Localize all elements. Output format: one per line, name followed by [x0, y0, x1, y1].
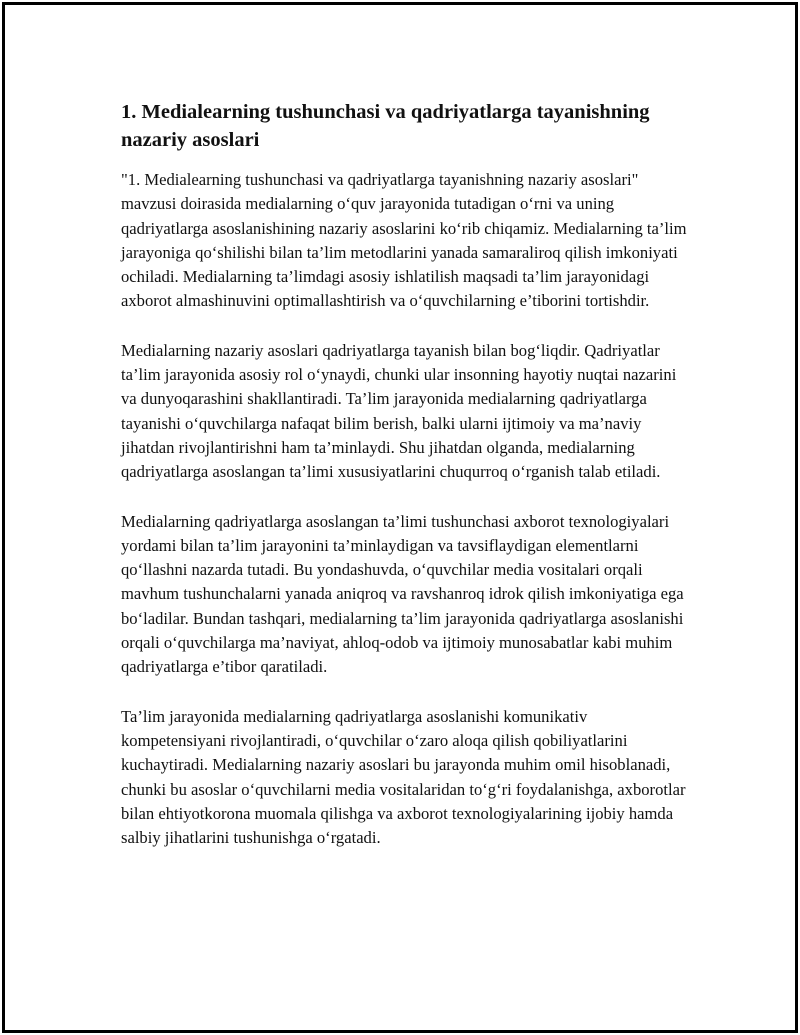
paragraph-1: "1. Medialearning tushunchasi va qadriyatlarga tayanishning nazariy asoslari" mavzusi doirasida medialarning o‘quv jarayonida tutadigan o‘rni va uning qadriyatlarga asoslanishining nazariy asoslarini ko‘rib chiqamiz. Medialarning ta’lim jarayoniga qo‘shilishi bilan ta’lim metodlarini yanada samaraliroq qilish imkoniyati ochiladi. Medialarning ta’limdagi asosiy ishlatilish maqsadi ta’lim jarayonidagi axborot almashinuvini optimallashtirish va o‘quvchilarning e’tiborini tortishdir.	[121, 170, 687, 311]
document-body	[121, 98, 691, 875]
paragraph-2: Medialarning nazariy asoslari qadriyatlarga tayanish bilan bog‘liqdir. Qadriyatlar ta’lim jarayonida asosiy rol o‘ynaydi, chunki ular insonning hayotiy nuqtai nazarini va dunyoqarashini shakllantiradi. Ta’lim jarayonida medialarning qadriyatlarga tayanishi o‘quvchilarga nafaqat bilim berish, balki ularni ijtimoiy va ma’naviy jihatdan rivojlantirishni ham ta’minlaydi. Shu jihatdan olganda, medialarning qadriyatlarga asoslangan ta’limi xususiyatlarini chuqurroq o‘rganish talab etiladi.	[121, 340, 677, 482]
paragraph-4: Ta’lim jarayonida medialarning qadriyatlarga asoslanishi komunikativ kompetensiyani rivojlantiradi, o‘quvchilar o‘zaro aloqa qilish qobiliyatlarini kuchaytiradi. Medialarning nazariy asoslari bu jarayonda muhim omil hisoblanadi, chunki bu asoslar o‘quvchilarni media vositalaridan to‘g‘ri foydalanishga, axborotlar bilan ehtiyotkorona muomala qilishga va axborot texnologiyalarining ijobiy hamda salbiy jihatlarini tushunishga o‘rgatadi.	[121, 706, 686, 848]
page-frame	[2, 2, 798, 1033]
paragraph-3: Medialarning qadriyatlarga asoslangan ta’limi tushunchasi axborot texnologiyalari yordami bilan ta’lim jarayonini ta’minlaydigan va tavsiflaydigan elementlarni qo‘llashni nazarda tutadi. Bu yondashuvda, o‘quvchilar media vositalari orqali mavhum tushunchalarni yanada aniqroq va ravshanroq idrok qilish imkoniyatiga ega bo‘ladilar. Bundan tashqari, medialarning ta’lim jarayonida qadriyatlarga asoslanishi orqali o‘quvchilarga ma’naviyat, ahloq-odob va ijtimoiy munosabatlar kabi muhim qadriyatlarga e’tibor qaratiladi.	[121, 511, 684, 677]
document-title: 1. Medialearning tushunchasi va qadriyatlarga tayanishning nazariy asoslari	[121, 101, 650, 151]
